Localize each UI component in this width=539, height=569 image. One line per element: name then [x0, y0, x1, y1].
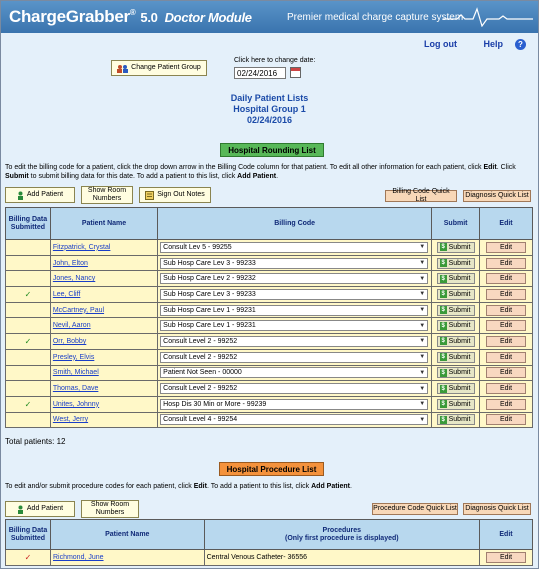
table-row	[6, 318, 533, 334]
submit-label: Submit	[448, 275, 471, 283]
edit-button[interactable]: Edit	[486, 352, 526, 363]
add-patient-button[interactable]: Add Patient	[5, 187, 75, 203]
table-row	[6, 381, 533, 397]
dollar-icon: $	[441, 244, 445, 251]
chevron-down-icon: ▼	[419, 354, 426, 361]
patient-name-link[interactable]: Lee, Cliff	[50, 287, 157, 303]
rounding-instructions: To edit the billing code for a patient, click the drop down arrow in the Billing Code column for that patient. To edit all other information for each patient, click Edit. Click Submit to submit billing data for this date. To add a patient to this list, click Add Patient.	[5, 164, 516, 180]
col-header-procedures: Procedures (Only first procedure is displayed)	[204, 520, 479, 550]
edit-button[interactable]: Edit	[486, 242, 526, 253]
brand-logo: ChargeGrabber® 5.0 Doctor Module	[9, 7, 252, 26]
top-links	[412, 39, 526, 50]
add-person-icon	[17, 505, 24, 514]
edit-cell	[480, 381, 533, 397]
patient-name-link[interactable]: Unites, Johnny	[50, 396, 157, 412]
change-patient-group-button[interactable]: Change Patient Group	[111, 60, 207, 76]
billing-submitted-check	[6, 381, 51, 397]
submit-label: Submit	[448, 369, 471, 377]
chevron-down-icon: ▼	[419, 307, 426, 314]
col-header-patient-name: Patient Name	[50, 520, 204, 550]
submit-button[interactable]	[437, 273, 475, 284]
col-header-edit: Edit	[480, 208, 533, 240]
submit-label: Submit	[448, 322, 471, 330]
submit-label: Submit	[448, 353, 471, 361]
billing-code-cell	[158, 396, 432, 412]
billing-code-cell	[158, 287, 432, 303]
submit-button[interactable]	[437, 258, 475, 269]
edit-button[interactable]: Edit	[486, 367, 526, 378]
dollar-icon: $	[441, 322, 445, 329]
chevron-down-icon: ▼	[419, 385, 426, 392]
submit-cell	[432, 365, 480, 381]
billing-code-cell	[158, 302, 432, 318]
edit-cell	[480, 334, 533, 350]
logout-link[interactable]: Log out	[423, 39, 457, 49]
submit-button[interactable]	[437, 383, 475, 394]
submit-label: Submit	[448, 306, 471, 314]
submit-cell	[432, 349, 480, 365]
diagnosis-quick-list-procedure-button[interactable]: Diagnosis Quick List	[463, 503, 531, 515]
billing-code-value: Sub Hosp Care Lev 1 - 99231	[163, 306, 256, 314]
add-patient-procedure-button[interactable]: Add Patient	[5, 501, 75, 517]
billing-code-select[interactable]	[160, 258, 428, 269]
billing-code-select[interactable]	[160, 352, 428, 363]
billing-submitted-check	[6, 240, 51, 256]
submit-cell	[432, 271, 480, 287]
billing-submitted-check	[6, 412, 51, 428]
procedure-instructions: To edit and/or submit procedure codes for each patient, click Edit. To add a patient to this list, click Add Patient.	[5, 483, 352, 490]
billing-code-select[interactable]	[160, 273, 428, 284]
edit-button[interactable]: Edit	[486, 414, 526, 425]
tagline: Premier medical charge capture system	[287, 12, 464, 23]
edit-cell	[480, 349, 533, 365]
billing-code-cell	[158, 381, 432, 397]
procedure-table	[5, 519, 533, 566]
edit-button[interactable]: Edit	[486, 273, 526, 284]
submit-label: Submit	[448, 337, 471, 345]
date-input[interactable]: 02/24/2016	[234, 67, 286, 79]
date-label: Click here to change date:	[234, 57, 316, 64]
col-header-billing-submitted: Billing Data Submitted	[6, 208, 51, 240]
billing-submitted-check	[6, 318, 51, 334]
chevron-down-icon: ▼	[419, 291, 426, 298]
submit-button[interactable]	[437, 399, 475, 410]
edit-cell	[480, 318, 533, 334]
table-row	[6, 287, 533, 303]
heartbeat-icon	[443, 7, 533, 27]
billing-code-select[interactable]	[160, 383, 428, 394]
table-row	[6, 365, 533, 381]
procedure-code-quick-list-button[interactable]: Procedure Code Quick List	[372, 503, 458, 515]
billing-code-value: Sub Hosp Care Lev 2 - 99232	[163, 275, 256, 283]
billing-code-select[interactable]	[160, 336, 428, 347]
billing-code-cell	[158, 334, 432, 350]
billing-code-select[interactable]	[160, 367, 428, 378]
edit-button[interactable]: Edit	[486, 258, 526, 269]
submit-button[interactable]	[437, 305, 475, 316]
table-row	[6, 349, 533, 365]
billing-submitted-check	[6, 365, 51, 381]
col-header-billing-code: Billing Code	[158, 208, 432, 240]
people-icon	[117, 64, 128, 73]
submit-cell	[432, 255, 480, 271]
edit-button[interactable]: Edit	[486, 383, 526, 394]
submit-button[interactable]	[437, 320, 475, 331]
billing-code-value: Consult Level 2 - 99252	[163, 385, 238, 393]
submit-cell	[432, 334, 480, 350]
main-content	[1, 33, 538, 568]
dollar-icon: $	[441, 354, 445, 361]
billing-code-value: Sub Hosp Care Lev 3 - 99233	[163, 259, 256, 267]
table-row	[6, 550, 533, 566]
chevron-down-icon: ▼	[419, 260, 426, 267]
edit-cell	[480, 550, 533, 566]
billing-submitted-check: ✓	[6, 396, 51, 412]
chevron-down-icon: ▼	[419, 244, 426, 251]
edit-cell	[480, 412, 533, 428]
dollar-icon: $	[441, 416, 445, 423]
table-row	[6, 334, 533, 350]
submit-label: Submit	[448, 290, 471, 298]
billing-submitted-check	[6, 302, 51, 318]
submit-cell	[432, 318, 480, 334]
table-row	[6, 302, 533, 318]
edit-cell	[480, 255, 533, 271]
submit-label: Submit	[448, 400, 471, 408]
dollar-icon: $	[441, 338, 445, 345]
billing-code-value: Consult Level 4 - 99254	[163, 416, 238, 424]
chevron-down-icon: ▼	[419, 401, 426, 408]
submit-button[interactable]	[437, 352, 475, 363]
edit-button[interactable]: Edit	[486, 336, 526, 347]
edit-button[interactable]: Edit	[486, 552, 526, 563]
billing-code-select[interactable]	[160, 320, 428, 331]
calendar-icon[interactable]	[290, 67, 301, 78]
billing-code-select[interactable]	[160, 305, 428, 316]
submit-button[interactable]	[437, 289, 475, 300]
edit-button[interactable]: Edit	[486, 289, 526, 300]
dollar-icon: $	[441, 385, 445, 392]
dollar-icon: $	[441, 275, 445, 282]
patient-name-link[interactable]: Fitzpatrick, Crystal	[50, 240, 157, 256]
chevron-down-icon: ▼	[419, 416, 426, 423]
patient-name-link[interactable]: McCartney, Paul	[50, 302, 157, 318]
chevron-down-icon: ▼	[419, 369, 426, 376]
submit-label: Submit	[448, 416, 471, 424]
chevron-down-icon: ▼	[419, 322, 426, 329]
submit-cell	[432, 287, 480, 303]
dollar-icon: $	[441, 369, 445, 376]
table-row	[6, 412, 533, 428]
patient-name-link[interactable]: Richmond, June	[50, 550, 204, 566]
patient-name-link[interactable]: Thomas, Dave	[50, 381, 157, 397]
billing-code-cell	[158, 349, 432, 365]
dollar-icon: $	[441, 307, 445, 314]
dollar-icon: $	[441, 291, 445, 298]
submit-button[interactable]	[437, 242, 475, 253]
col-header-billing-submitted: Billing Data Submitted	[6, 520, 51, 550]
billing-code-select[interactable]	[160, 242, 428, 253]
table-row	[6, 255, 533, 271]
billing-code-value: Consult Lev 5 - 99255	[163, 243, 232, 251]
billing-submitted-check: ✓	[6, 334, 51, 350]
billing-code-select[interactable]	[160, 289, 428, 300]
col-header-patient-name: Patient Name	[50, 208, 157, 240]
dollar-icon: $	[441, 260, 445, 267]
billing-submitted-check	[6, 255, 51, 271]
billing-submitted-check: ✓	[6, 287, 51, 303]
edit-button[interactable]: Edit	[486, 305, 526, 316]
billing-code-value: Sub Hosp Care Lev 1 - 99231	[163, 322, 256, 330]
patient-name-link[interactable]: Orr, Bobby	[50, 334, 157, 350]
billing-code-cell	[158, 412, 432, 428]
patient-name-link[interactable]: Jones, Nancy	[50, 271, 157, 287]
chevron-down-icon: ▼	[419, 338, 426, 345]
submit-button[interactable]	[437, 336, 475, 347]
procedure-list-banner: Hospital Procedure List	[219, 462, 324, 476]
submit-cell	[432, 381, 480, 397]
show-room-numbers-button[interactable]: Show Room Numbers	[81, 186, 133, 204]
billing-code-cell	[158, 365, 432, 381]
billing-submitted-check	[6, 349, 51, 365]
edit-button[interactable]: Edit	[486, 399, 526, 410]
edit-cell	[480, 396, 533, 412]
submit-cell	[432, 240, 480, 256]
billing-code-cell	[158, 255, 432, 271]
billing-code-value: Consult Level 2 - 99252	[163, 353, 238, 361]
notes-icon	[145, 191, 154, 200]
submit-button[interactable]	[437, 367, 475, 378]
rounding-list-banner: Hospital Rounding List	[220, 143, 324, 157]
page-title: Daily Patient Lists Hospital Group 1 02/24/2016	[230, 93, 309, 125]
patient-name-link[interactable]: Presley, Elvis	[50, 349, 157, 365]
col-header-submit: Submit	[432, 208, 480, 240]
table-row	[6, 271, 533, 287]
chevron-down-icon: ▼	[419, 275, 426, 282]
total-patients: Total patients: 12	[5, 437, 66, 446]
dollar-icon: $	[441, 401, 445, 408]
sign-out-notes-button[interactable]: Sign Out Notes	[139, 187, 211, 203]
edit-cell	[480, 240, 533, 256]
submit-button[interactable]	[437, 414, 475, 425]
billing-code-value: Hosp Dis 30 Min or More - 99239	[163, 400, 267, 408]
help-icon: ?	[515, 39, 526, 50]
submit-cell	[432, 302, 480, 318]
patient-name-link[interactable]: John, Elton	[50, 255, 157, 271]
table-row	[6, 396, 533, 412]
submit-label: Submit	[448, 385, 471, 393]
billing-code-quick-list-button[interactable]: Billing Code Quick List	[385, 190, 457, 202]
patient-name-link[interactable]: Nevil, Aaron	[50, 318, 157, 334]
billing-code-cell	[158, 318, 432, 334]
submit-label: Submit	[448, 243, 471, 251]
edit-cell	[480, 302, 533, 318]
submit-label: Submit	[448, 259, 471, 267]
rounding-table	[5, 207, 533, 428]
procedure-cell: Central Venous Catheter- 36556	[204, 550, 479, 566]
billing-code-cell	[158, 271, 432, 287]
edit-cell	[480, 287, 533, 303]
billing-code-value: Consult Level 2 - 99252	[163, 337, 238, 345]
edit-cell	[480, 365, 533, 381]
billing-code-select[interactable]	[160, 399, 428, 410]
billing-code-value: Patient Not Seen - 00000	[163, 369, 242, 377]
table-row	[6, 240, 533, 256]
col-header-edit: Edit	[480, 520, 533, 550]
patient-name-link[interactable]: West, Jerry	[50, 412, 157, 428]
submit-cell	[432, 396, 480, 412]
app-header	[1, 1, 538, 33]
add-person-icon	[17, 191, 24, 200]
help-link[interactable]: Help ?	[471, 39, 526, 49]
billing-code-select[interactable]	[160, 414, 428, 425]
billing-code-value: Sub Hosp Care Lev 3 - 99233	[163, 290, 256, 298]
billing-submitted-check	[6, 271, 51, 287]
patient-name-link[interactable]: Smith, Michael	[50, 365, 157, 381]
billing-submitted-check: ✓	[6, 550, 51, 566]
submit-cell	[432, 412, 480, 428]
edit-cell	[480, 271, 533, 287]
show-room-numbers-procedure-button[interactable]: Show Room Numbers	[81, 500, 139, 518]
billing-code-cell	[158, 240, 432, 256]
diagnosis-quick-list-button[interactable]: Diagnosis Quick List	[463, 190, 531, 202]
edit-button[interactable]: Edit	[486, 320, 526, 331]
